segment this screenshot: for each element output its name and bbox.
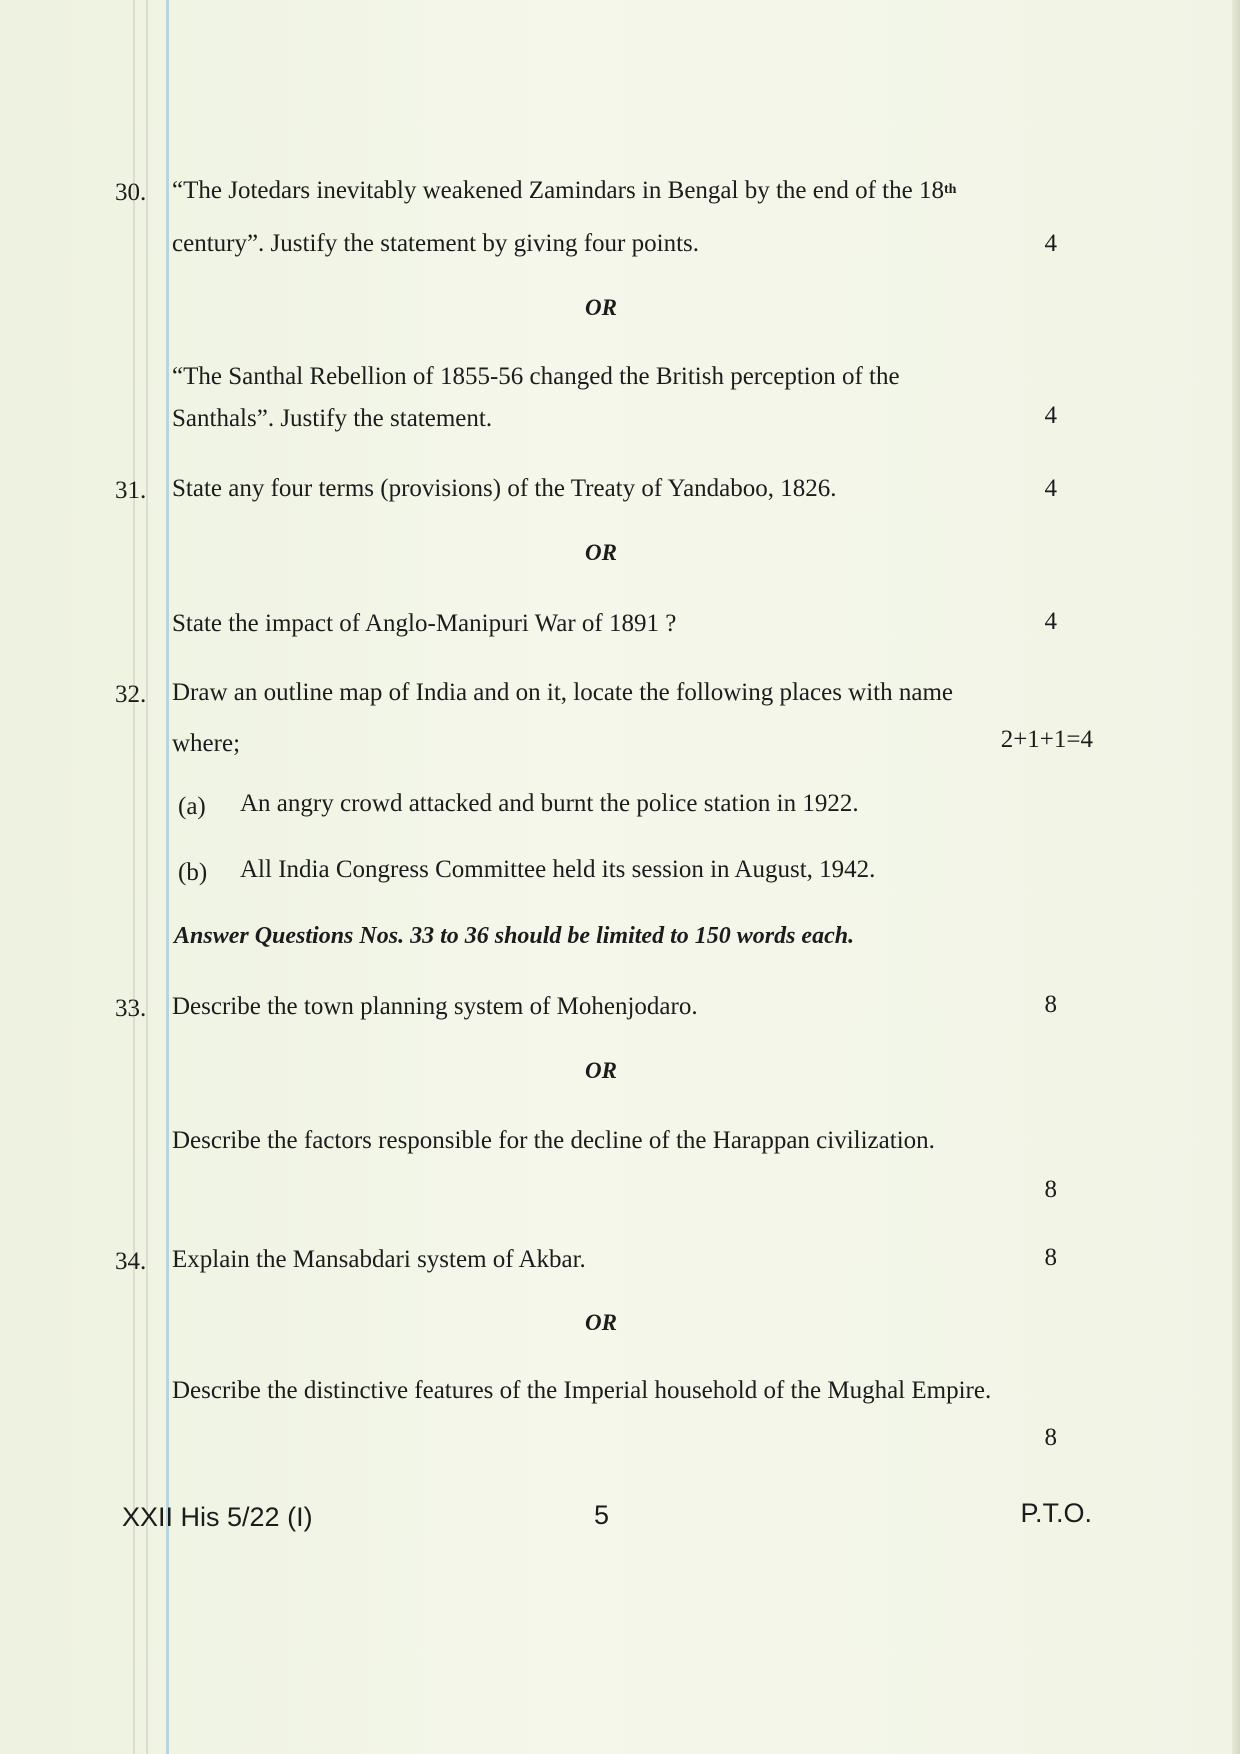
margin-rule-blue xyxy=(166,0,169,1754)
question-text: Describe the distinctive features of the Imperial household of the Mughal Empire. xyxy=(172,1377,992,1404)
question-text: Explain the Mansabdari system of Akbar. xyxy=(172,1246,586,1273)
option-label: (b) xyxy=(178,859,208,886)
question-text: Describe the town planning system of Mohenjodaro. xyxy=(172,993,698,1020)
question-number: 31. xyxy=(115,477,147,504)
marks: 8 xyxy=(1044,1244,1057,1271)
question-text-line: “The Jotedars inevitably weakened Zamindars in Bengal by the end of the 18 xyxy=(172,177,944,204)
paper-code: XXII His 5/22 (I) xyxy=(122,1502,313,1532)
question-text-line: Draw an outline map of India and on it, locate the following places with name xyxy=(172,679,954,706)
or-separator: OR xyxy=(585,1058,617,1083)
marks: 4 xyxy=(1044,475,1057,502)
or-separator: OR xyxy=(585,540,617,565)
question-number: 33. xyxy=(115,995,147,1022)
margin-rule xyxy=(146,0,148,1754)
option-label: (a) xyxy=(178,793,206,820)
or-separator: OR xyxy=(585,295,617,320)
question-text-line: Santhals”. Justify the statement. xyxy=(172,405,493,432)
superscript: th xyxy=(943,181,957,197)
question-text-line: where; xyxy=(172,730,241,757)
marks: 2+1+1=4 xyxy=(1000,726,1093,753)
page-edge xyxy=(1232,0,1240,1754)
section-instruction: Answer Questions Nos. 33 to 36 should be limited to 150 words each. xyxy=(174,923,855,949)
marks: 4 xyxy=(1044,230,1057,257)
question-number: 30. xyxy=(115,179,147,206)
or-separator: OR xyxy=(585,1310,617,1335)
marks: 4 xyxy=(1044,608,1057,635)
page-number: 5 xyxy=(594,1500,610,1530)
marks: 8 xyxy=(1044,991,1057,1018)
marks: 8 xyxy=(1044,1176,1057,1203)
marks: 8 xyxy=(1044,1424,1057,1451)
margin-rule xyxy=(133,0,135,1754)
question-text-line: century”. Justify the statement by giving four points. xyxy=(172,230,699,257)
question-number: 34. xyxy=(115,1248,147,1275)
question-text xyxy=(172,178,956,203)
question-text: Describe the factors responsible for the decline of the Harappan civilization. xyxy=(172,1127,935,1154)
option-text: An angry crowd attacked and burnt the police station in 1922. xyxy=(240,790,859,817)
question-number: 32. xyxy=(115,681,147,708)
question-text: State the impact of Anglo-Manipuri War of 1891 ? xyxy=(172,610,677,637)
question-text-line: “The Santhal Rebellion of 1855-56 changed the British perception of the xyxy=(172,363,900,390)
pto-label: P.T.O. xyxy=(1020,1498,1092,1528)
marks: 4 xyxy=(1044,402,1057,429)
question-text: State any four terms (provisions) of the Treaty of Yandaboo, 1826. xyxy=(172,475,837,502)
option-text: All India Congress Committee held its session in August, 1942. xyxy=(240,856,876,883)
